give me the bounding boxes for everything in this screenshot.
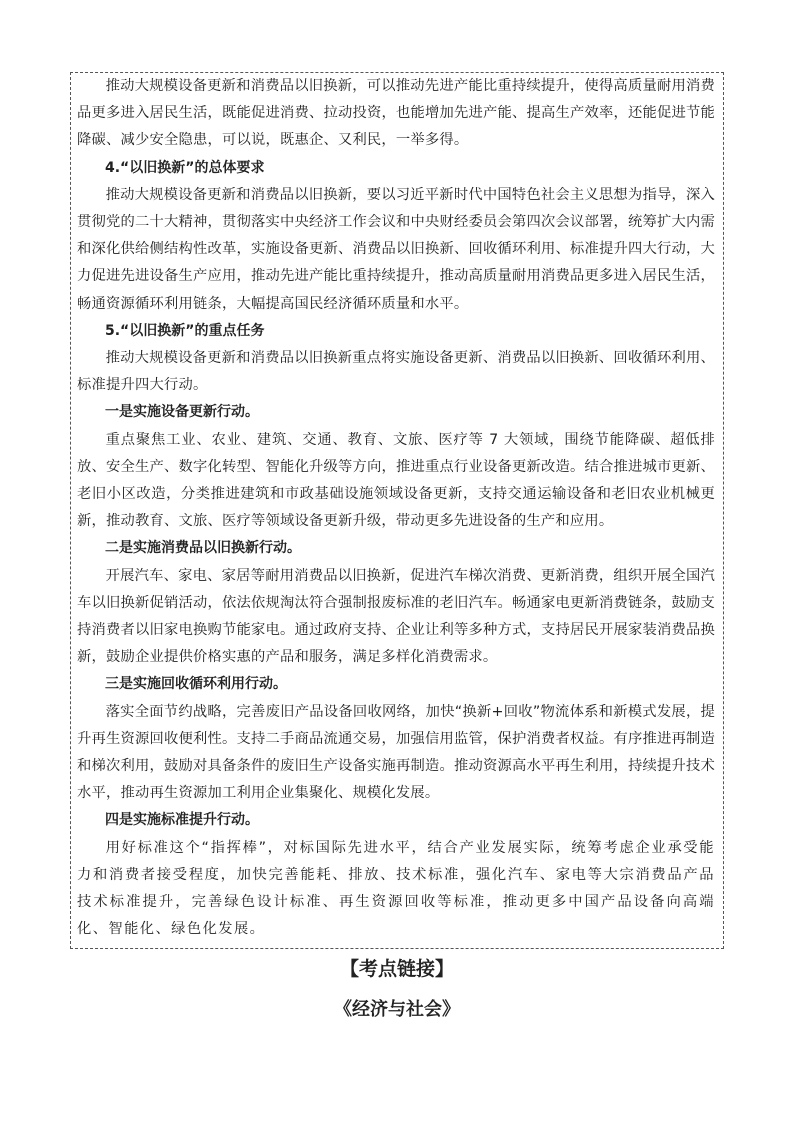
subheading-consumer-trade-in: 二是实施消费品以旧换新行动。 <box>105 540 301 557</box>
paragraph-general-requirements: 推动大规模设备更新和消费品以旧换新，要以习近平新时代中国特色社会主义思想为指导，深入贯彻党的二十大精神，贯彻落实中央经济工作会议和中央财经委员会第四次会议部署，统筹扩大内需和深化供给侧结构性改革，实施设备更新、消费品以旧换新、回收循环利用、标准提升四大行动，大力促进先进设备生产应用，推动先进产能比重持续提升，推动高质量耐用消费品更多进入居民生活，畅通资源循环利用链条，大幅提高国民经济循环质量和水平。 <box>77 186 715 312</box>
section-title-exam-link: 【考点链接】 <box>339 958 454 980</box>
paragraph-key-tasks: 推动大规模设备更新和消费品以旧换新重点将实施设备更新、消费品以旧换新、回收循环利用、标准提升四大行动。 <box>77 350 715 394</box>
subheading-standards: 四是实施标准提升行动。 <box>105 812 259 829</box>
heading-key-tasks: 5.“以旧换新”的重点任务 <box>105 322 265 339</box>
heading-general-requirements: 4.“以旧换新”的总体要求 <box>105 159 265 176</box>
paragraph-standards: 用好标准这个“指挥棒”，对标国际先进水平，结合产业发展实际，统筹考虑企业承受能力和消费者接受程度，加快完善能耗、排放、技术标准，强化汽车、家电等大宗消费品产品技术标准提升，完善绿色设计标准、再生资源回收等标准，推动更多中国产品设备向高端化、智能化、绿色化发展。 <box>77 839 715 938</box>
section-subtitle-economy-society: 《经济与社会》 <box>334 999 460 1020</box>
paragraph-consumer-trade-in: 开展汽车、家电、家居等耐用消费品以旧换新，促进汽车梯次消费、更新消费，组织开展全国汽车以旧换新促销活动，依法依规淘汰符合强制报废标准的老旧汽车。畅通家电更新消费链条，鼓励支持消费者以旧家电换购节能家电。通过政府支持、企业让利等多种方式，支持居民开展家装消费品换新，鼓励企业提供价格实惠的产品和服务，满足多样化消费需求。 <box>77 567 715 666</box>
subheading-recycling: 三是实施回收循环利用行动。 <box>105 676 287 693</box>
paragraph-equipment-update: 重点聚焦工业、农业、建筑、交通、教育、文旅、医疗等 7 大领域，围绕节能降碳、超低排放、安全生产、数字化转型、智能化升级等方向，推进重点行业设备更新改造。结合推进城市更新、老旧小区改造，分类推进建筑和市政基础设施领域设备更新，支持交通运输设备和老旧农业机械更新，推动教育、文旅、医疗等领域设备更新升级，带动更多先进设备的生产和应用。 <box>77 431 715 530</box>
subheading-equipment-update: 一是实施设备更新行动。 <box>105 404 259 421</box>
paragraph-benefits: 推动大规模设备更新和消费品以旧换新，可以推动先进产能比重持续提升，使得高质量耐用消费品更多进入居民生活，既能促进消费、拉动投资，也能增加先进产能、提高生产效率，还能促进节能降碳、减少安全隐患，可以说，既惠企、又利民，一举多得。 <box>77 78 715 149</box>
paragraph-recycling: 落实全面节约战略，完善废旧产品设备回收网络，加快“换新+回收”物流体系和新模式发展，提升再生资源回收便利性。支持二手商品流通交易，加强信用监管，保护消费者权益。有序推进再制造和梯次利用，鼓励对具备条件的废旧生产设备实施再制造。推动资源高水平再生利用，持续提升技术水平，推动再生资源加工利用企业集聚化、规模化发展。 <box>77 703 715 802</box>
content-box <box>70 72 724 949</box>
